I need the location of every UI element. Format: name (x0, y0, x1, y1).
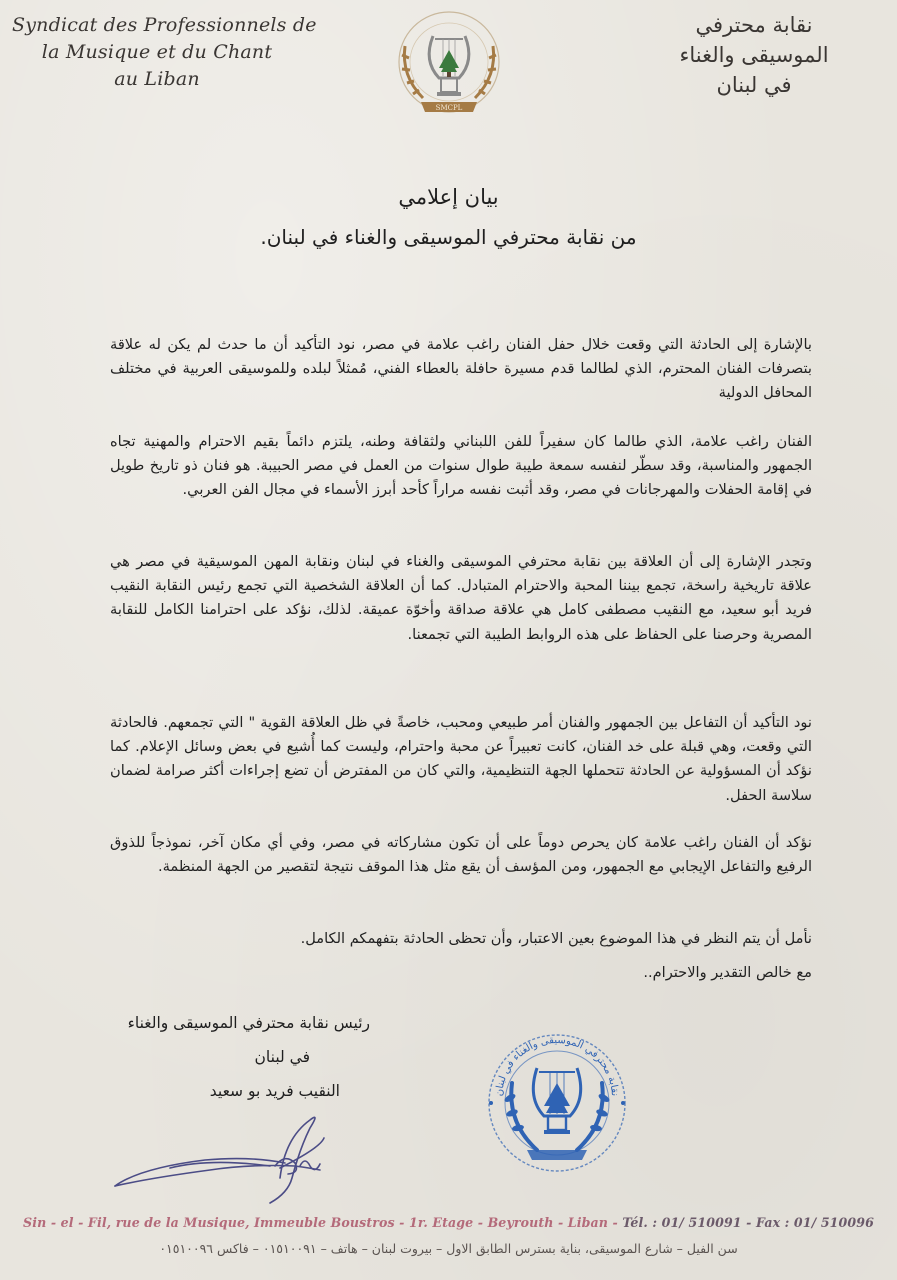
footer-phone-fax: Tél. : 01/ 510091 - Fax : 01/ 510096 (622, 1215, 874, 1230)
body-paragraph: بالإشارة إلى الحادثة التي وقعت خلال حفل الفنان راغب علامة في مصر، نود التأكيد أن ما حدث لم يكن له علاقة بتصرفات الفنان المحترم، الذي لطالما قدم مسيرة حافلة بالعطاء الفني، مُمثلاً لبلده وللموسيقى العربية في مختلف المحافل الدولية (110, 336, 812, 402)
letterhead-arabic-line: نقابة محترفي (695, 13, 813, 37)
footer-address: Sin - el - Fil, rue de la Musique, Immeuble Boustros - 1r. Etage - Beyrouth - Liban - (23, 1215, 623, 1230)
signature-block (110, 1006, 370, 1108)
handwritten-signature-icon (110, 1108, 325, 1208)
body-paragraph: الفنان راغب علامة، الذي طالما كان سفيراً للفن اللبناني ولثقافة وطنه، يلتزم دائماً بقيم الاحترام والمهنية تجاه الجمهور والمناسبة، وقد سطّر لنفسه سمعة طيبة طوال سنوات من العمل في مصر الحبيبة. هو فنان ذو تاريخ طويل في إقامة الحفلات والمهرجانات في مصر، وقد أثبت نفسه مراراً كأحد أبرز الأسماء في مجال الفن العربي. (110, 433, 812, 499)
official-stamp-icon (482, 1028, 632, 1178)
letterhead-french-line: la Musique et du Chant (41, 41, 273, 63)
document-subtitle: من نقابة محترفي الموسيقى والغناء في لبنان. (260, 225, 637, 249)
body-paragraph: نأمل أن يتم النظر في هذا الموضوع بعين الاعتبار، وأن تحظى الحادثة بتفهمكم الكامل. (300, 930, 812, 947)
svg-text:نقابة محترفي الموسيقى والغناء: نقابة محترفي الموسيقى والغناء في لبنان (493, 1034, 620, 1097)
signatory-name: النقيب فريد بو سعيد (209, 1082, 340, 1100)
body-paragraph: نؤكد أن الفنان راغب علامة كان يحرص دوماً على أن تكون مشاركاته في مصر، وفي أي مكان آخر، نموذجاً للذوق الرفيع والتفاعل الإيجابي مع الجمهور، ومن المؤسف أن يقع مثل هذا الموقف نتيجة لتقصير من الجهة المنظمة. (110, 834, 812, 876)
letterhead-arabic (629, 10, 879, 100)
svg-text:SMCPL: SMCPL (435, 104, 463, 112)
signatory-location: في لبنان (254, 1048, 310, 1066)
document-title: بيان إعلامي (398, 185, 499, 209)
letterhead-arabic-line: في لبنان (716, 73, 792, 97)
signatory-title: رئيس نقابة محترفي الموسيقى والغناء (127, 1014, 370, 1032)
body-paragraph: وتجدر الإشارة إلى أن العلاقة بين نقابة محترفي الموسيقى والغناء في لبنان ونقابة المهن الموسيقية في مصر هي علاقة تاريخية راسخة، تجمع بيننا المحبة والاحترام المتبادل. كما أن العلاقة الشخصية التي تجمع رئيس النقابة النقيب فريد أبو سعيد، مع النقيب مصطفى كامل هي علاقة صداقة وأخوّة عميقة. لذلك، نؤكد على احترامنا الكامل للنقابة المصرية وحرصنا على الحفاظ على هذه الروابط الطيبة التي تجمعنا. (110, 553, 812, 643)
footer-address-arabic: سن الفيل – شارع الموسيقى، بناية بسترس الطابق الاول – بيروت لبنان – هاتف – ٠١٥١٠٠٩١ – فاكس ٠١٥١٠٠٩٦ (159, 1241, 738, 1256)
letterhead-french-line: Syndicat des Professionnels de (12, 14, 317, 36)
syndicate-logo-icon (383, 6, 515, 124)
letterhead-arabic-line: الموسيقى والغناء (679, 43, 829, 67)
letterhead-french-line: au Liban (114, 68, 200, 90)
footer-address-french (0, 1215, 897, 1230)
letterhead-french (12, 12, 317, 93)
body-paragraph: نود التأكيد أن التفاعل بين الجمهور والفنان أمر طبيعي ومحبب، خاصةً في ظل العلاقة القوية " التي تجمعهم. فالحادثة التي وقعت، وهي قبلة على خد الفنان، كانت تعبيراً عن محبة واحترام، وليست كما أُشيع في بعض وسائل الإعلام. كما نؤكد أن المسؤولية عن الحادثة تتحملها الجهة التنظيمية، والتي كان من المفترض أن تضع إجراءات أكثر صرامة لضمان سلاسة الحفل. (110, 714, 812, 804)
closing-line: مع خالص التقدير والاحترام.. (643, 964, 812, 981)
